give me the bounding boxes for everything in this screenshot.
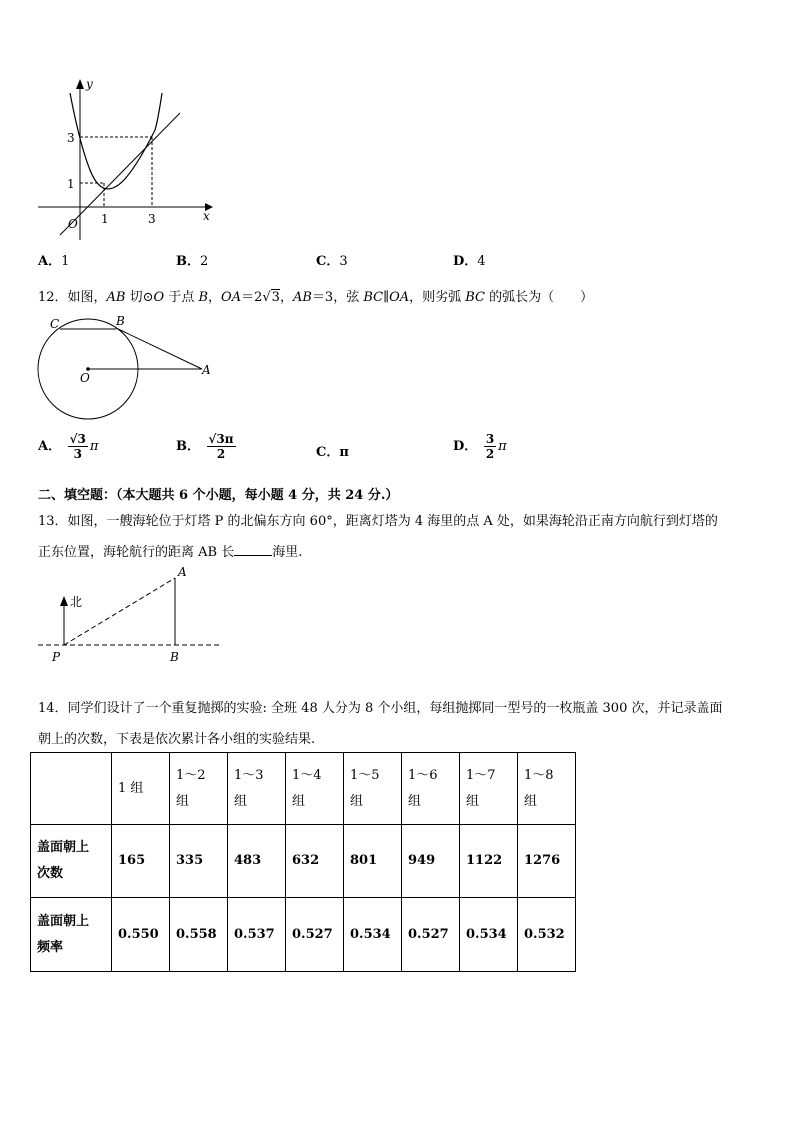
row-label-cell: 盖面朝上 次数 bbox=[31, 825, 112, 898]
table-header-cell: 1～5 组 bbox=[344, 753, 402, 825]
table-cell: 0.537 bbox=[228, 898, 286, 972]
tangent-ab bbox=[116, 328, 202, 369]
q13-stem-line1: 13．如图，一艘海轮位于灯塔 P 的北偏东方向 60°，距离灯塔为 4 海里的点 A 处，如果海轮沿正南方向航行到灯塔的 bbox=[38, 514, 718, 529]
q14-stem-line1: 14．同学们设计了一个重复抛掷的实验: 全班 48 人分为 8 个小组，每组抛掷同一型号的一枚瓶盖 300 次，并记录盖面 bbox=[38, 701, 723, 716]
answer-blank[interactable] bbox=[234, 543, 272, 556]
function-graph-figure bbox=[30, 75, 220, 245]
q13-stem-line2: 正东位置，海轮航行的距离 AB 长 海里. bbox=[38, 545, 303, 560]
table-cell: 0.550 bbox=[112, 898, 170, 972]
label-p: P bbox=[52, 650, 61, 664]
table-cell: 483 bbox=[228, 825, 286, 898]
table-cell: 949 bbox=[402, 825, 460, 898]
q12-option-a[interactable]: A． $\frac{√3}{3}$ π bbox=[38, 432, 99, 461]
q11-option-c[interactable]: C．3 bbox=[316, 254, 348, 269]
q11-option-d[interactable]: D．4 bbox=[453, 254, 486, 269]
q12-option-c[interactable]: C．π bbox=[316, 445, 349, 460]
parabola-curve bbox=[70, 93, 162, 189]
circle-tangent-figure bbox=[30, 310, 220, 425]
experiment-results-table bbox=[30, 752, 576, 972]
y-axis-label: y bbox=[86, 77, 93, 91]
q11-option-b[interactable]: B．2 bbox=[176, 254, 209, 269]
row-label-cell: 盖面朝上 频率 bbox=[31, 898, 112, 972]
label-c: C bbox=[50, 317, 60, 331]
q12-stem: 12．如图，AB 切⊙O 于点 B，OA＝2√3，AB＝3，弦 BC∥OA，则劣弧 BC 的弧长为（ ） bbox=[38, 290, 594, 305]
label-b: B bbox=[170, 650, 179, 664]
table-cell: 335 bbox=[170, 825, 228, 898]
table-cell: 0.534 bbox=[344, 898, 402, 972]
table-cell: 1276 bbox=[518, 825, 576, 898]
table-cell: 0.558 bbox=[170, 898, 228, 972]
segment-pa bbox=[64, 578, 175, 645]
table-cell: 1122 bbox=[460, 825, 518, 898]
table-header-cell: 1～6 组 bbox=[402, 753, 460, 825]
y-tick-1: 1 bbox=[67, 177, 75, 191]
table-cell: 0.527 bbox=[286, 898, 344, 972]
table-header-cell bbox=[31, 753, 112, 825]
table-row-frequency bbox=[31, 898, 576, 972]
x-tick-3: 3 bbox=[148, 212, 156, 226]
table-header-cell: 1 组 bbox=[112, 753, 170, 825]
table-header-cell: 1～8 组 bbox=[518, 753, 576, 825]
table-header-row bbox=[31, 753, 576, 825]
table-header-cell: 1～4 组 bbox=[286, 753, 344, 825]
table-row-count bbox=[31, 825, 576, 898]
x-axis-label: x bbox=[203, 209, 210, 223]
q14-stem-line2: 朝上的次数，下表是依次累计各小组的实验结果. bbox=[38, 732, 316, 747]
table-cell: 801 bbox=[344, 825, 402, 898]
x-tick-1: 1 bbox=[101, 212, 109, 226]
table-cell: 0.532 bbox=[518, 898, 576, 972]
q12-option-b[interactable]: B． $\frac{√3\pi}{2}$ bbox=[176, 432, 234, 461]
label-o: O bbox=[80, 371, 90, 385]
north-label: 北 bbox=[70, 595, 83, 609]
table-cell: 0.534 bbox=[460, 898, 518, 972]
table-header-cell: 1～7 组 bbox=[460, 753, 518, 825]
section-heading: 二、填空题：（本大题共 6 个小题，每小题 4 分，共 24 分.） bbox=[38, 488, 399, 503]
north-arrow-head bbox=[60, 596, 68, 606]
q12-option-d[interactable]: D． $\frac{3}{2}$ π bbox=[453, 432, 507, 461]
y-axis-arrow bbox=[76, 79, 84, 89]
table-header-cell: 1～3 组 bbox=[228, 753, 286, 825]
q11-option-a[interactable]: A．1 bbox=[38, 254, 70, 269]
table-cell: 632 bbox=[286, 825, 344, 898]
label-b: B bbox=[116, 314, 125, 328]
origin-label: O bbox=[68, 217, 78, 231]
table-cell: 0.527 bbox=[402, 898, 460, 972]
y-tick-3: 3 bbox=[67, 131, 75, 145]
label-a: A bbox=[178, 565, 187, 579]
lighthouse-figure bbox=[30, 560, 230, 670]
label-a: A bbox=[202, 363, 211, 377]
table-cell: 165 bbox=[112, 825, 170, 898]
table-header-cell: 1～2 组 bbox=[170, 753, 228, 825]
